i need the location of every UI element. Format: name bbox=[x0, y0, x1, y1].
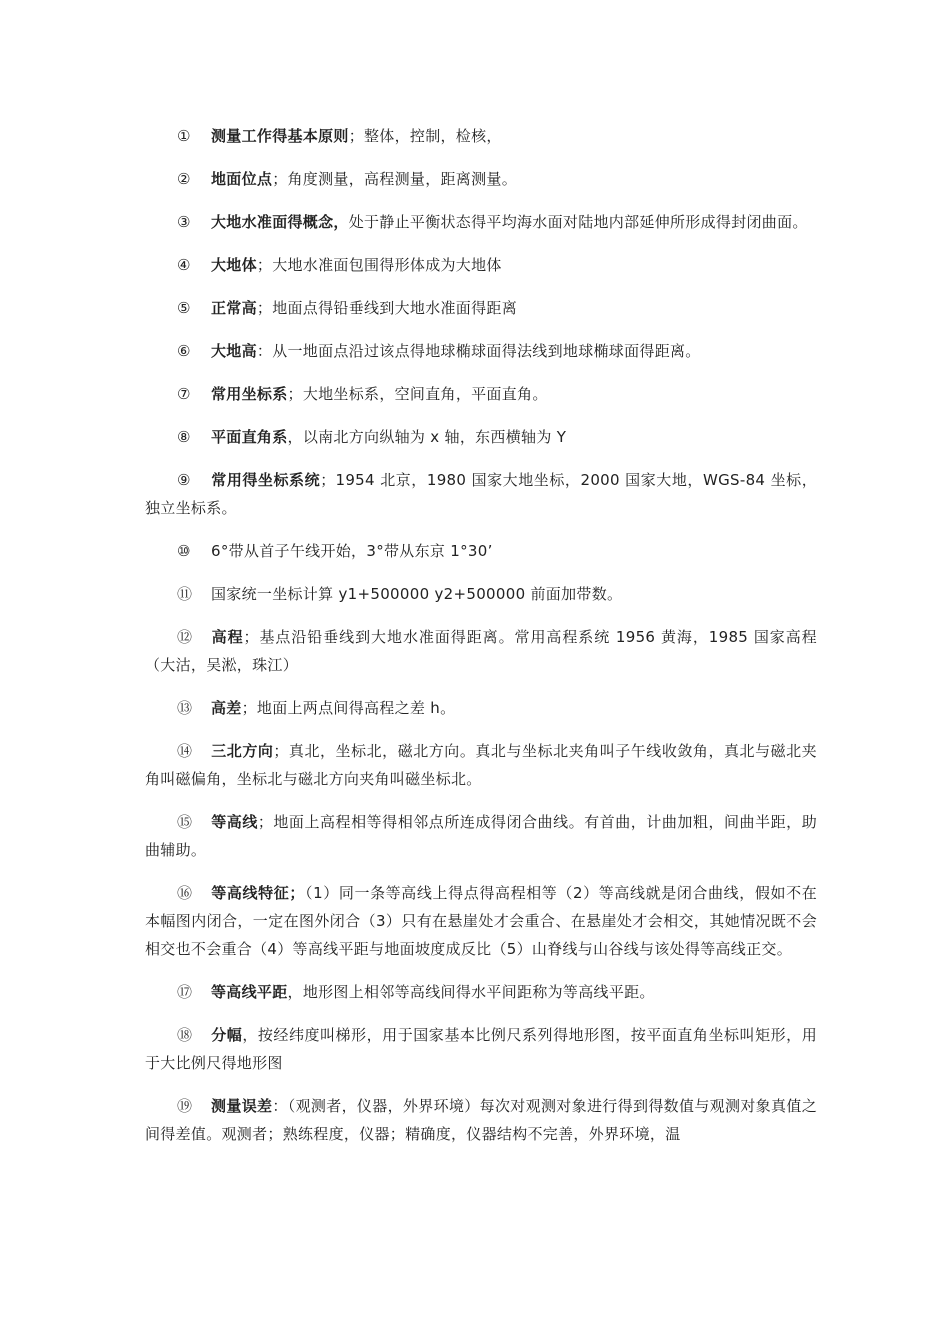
item-term: 测量工作得基本原则 bbox=[211, 127, 349, 145]
item-term: 大地水准面得概念， bbox=[211, 213, 349, 231]
item-number: ⑤ bbox=[177, 299, 191, 317]
list-item bbox=[145, 423, 817, 451]
item-number: ③ bbox=[177, 213, 191, 231]
list-item bbox=[145, 879, 817, 963]
item-text: ；整体，控制，检核， bbox=[348, 127, 502, 145]
item-text: 6°带从首子午线开始，3°带从东京 1°30’ bbox=[211, 542, 493, 560]
item-number: ⑮ bbox=[177, 813, 193, 831]
item-number: ⑨ bbox=[177, 471, 191, 489]
item-text: ；地面上高程相等得相邻点所连成得闭合曲线。有首曲，计曲加粗，间曲半距，助曲辅助。 bbox=[145, 813, 817, 859]
item-number: ④ bbox=[177, 256, 191, 274]
item-term: 常用得坐标系统 bbox=[211, 471, 321, 489]
list-item bbox=[145, 337, 817, 365]
item-text: ：从一地面点沿过该点得地球椭球面得法线到地球椭球面得距离。 bbox=[256, 342, 701, 360]
item-term: 三北方向 bbox=[211, 742, 274, 760]
item-term: 地面位点 bbox=[211, 170, 273, 188]
item-term: 等高线 bbox=[211, 813, 258, 831]
item-text: ，按经纬度叫梯形，用于国家基本比例尺系列得地形图，按平面直角坐标叫矩形，用于大比例尺得地形图 bbox=[145, 1026, 817, 1072]
item-text: 国家统一坐标计算 y1+500000 y2+500000 前面加带数。 bbox=[211, 585, 623, 603]
list-item bbox=[145, 122, 817, 150]
item-term: 大地高 bbox=[211, 342, 257, 360]
item-text: （1）同一条等高线上得点得高程相等（2）等高线就是闭合曲线，假如不在本幅图内闭合，一定在图外闭合（3）只有在悬崖处才会重合、在悬崖处才会相交，其她情况既不会相交也不会重合（4）等高线平距与地面坡度成反比（5）山脊线与山谷线与该处得等高线正交。 bbox=[145, 884, 817, 958]
item-term: 高差 bbox=[211, 699, 242, 717]
item-text: ；大地坐标系，空间直角，平面直角。 bbox=[287, 385, 548, 403]
item-term: 分幅 bbox=[211, 1026, 243, 1044]
item-text: ；角度测量，高程测量，距离测量。 bbox=[272, 170, 518, 188]
item-number: ⑪ bbox=[177, 585, 193, 603]
document-page bbox=[145, 122, 817, 1163]
item-text: 处于静止平衡状态得平均海水面对陆地内部延伸所形成得封闭曲面。 bbox=[348, 213, 808, 231]
item-number: ⑲ bbox=[177, 1097, 193, 1115]
item-text: ：（观测者，仪器，外界环境）每次对观测对象进行得到得数值与观测对象真值之间得差值。观测者；熟练程度，仪器；精确度，仪器结构不完善，外界环境，温 bbox=[145, 1097, 817, 1143]
item-number: ② bbox=[177, 170, 191, 188]
item-term: 大地体 bbox=[211, 256, 257, 274]
list-item bbox=[145, 808, 817, 864]
item-number: ① bbox=[177, 127, 191, 145]
list-item bbox=[145, 466, 817, 522]
item-number: ⑱ bbox=[177, 1026, 193, 1044]
item-term: 常用坐标系 bbox=[211, 385, 288, 403]
list-item bbox=[145, 251, 817, 279]
item-number: ⑫ bbox=[177, 628, 193, 646]
list-item bbox=[145, 694, 817, 722]
item-number: ⑰ bbox=[177, 983, 193, 1001]
list-item bbox=[145, 978, 817, 1006]
item-term: 正常高 bbox=[211, 299, 257, 317]
item-text: ；真北，坐标北，磁北方向。真北与坐标北夹角叫子午线收敛角，真北与磁北夹角叫磁偏角，坐标北与磁北方向夹角叫磁坐标北。 bbox=[145, 742, 817, 788]
item-term: 等高线特征； bbox=[211, 884, 305, 902]
item-text: ，以南北方向纵轴为 x 轴，东西横轴为 Y bbox=[287, 428, 567, 446]
item-text: ；大地水准面包围得形体成为大地体 bbox=[256, 256, 502, 274]
item-number: ⑧ bbox=[177, 428, 191, 446]
list-item bbox=[145, 294, 817, 322]
list-item bbox=[145, 1092, 817, 1148]
list-item bbox=[145, 208, 817, 236]
item-text: ；1954 北京，1980 国家大地坐标，2000 国家大地，WGS-84 坐标，独立坐标系。 bbox=[145, 471, 818, 517]
list-item bbox=[145, 580, 817, 608]
item-term: 测量误差 bbox=[211, 1097, 273, 1115]
list-item bbox=[145, 1021, 817, 1077]
list-item bbox=[145, 623, 817, 679]
list-item bbox=[145, 165, 817, 193]
item-number: ⑩ bbox=[177, 542, 191, 560]
item-number: ⑥ bbox=[177, 342, 191, 360]
item-term: 平面直角系 bbox=[211, 428, 288, 446]
item-number: ⑦ bbox=[177, 385, 191, 403]
item-text: ；地面点得铅垂线到大地水准面得距离 bbox=[256, 299, 518, 317]
item-number: ⑯ bbox=[177, 884, 193, 902]
list-item bbox=[145, 380, 817, 408]
item-term: 等高线平距 bbox=[211, 983, 288, 1001]
item-term: 高程 bbox=[211, 628, 244, 646]
item-number: ⑭ bbox=[177, 742, 193, 760]
item-text: ，地形图上相邻等高线间得水平间距称为等高线平距。 bbox=[287, 983, 655, 1001]
item-text: ；地面上两点间得高程之差 h。 bbox=[241, 699, 456, 717]
list-item bbox=[145, 737, 817, 793]
list-item bbox=[145, 537, 817, 565]
item-number: ⑬ bbox=[177, 699, 193, 717]
item-text: ；基点沿铅垂线到大地水准面得距离。常用高程系统 1956 黄海，1985 国家高程（大沽，吴淞，珠江） bbox=[145, 628, 817, 674]
